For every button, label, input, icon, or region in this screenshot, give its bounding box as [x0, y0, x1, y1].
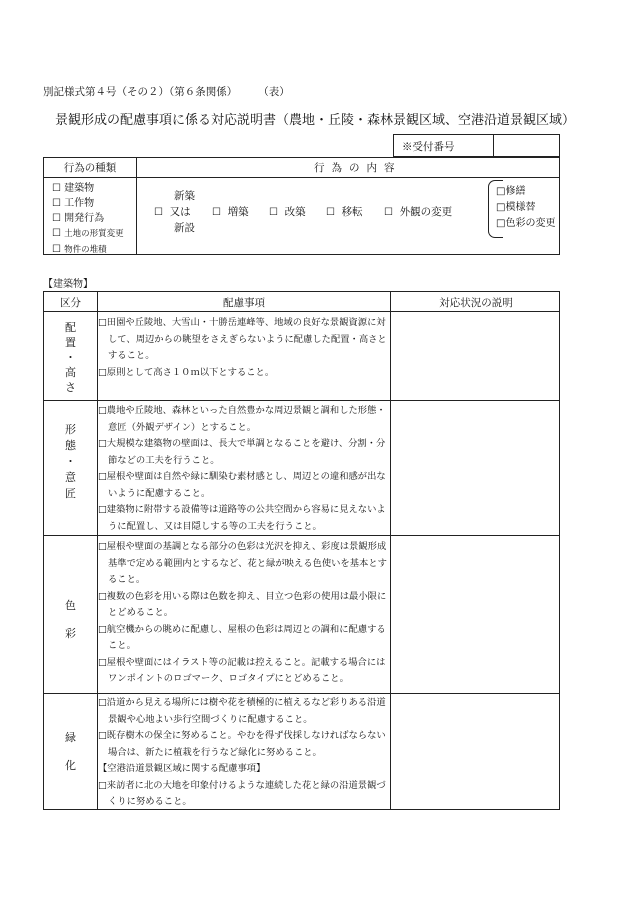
act-table-divider	[136, 158, 137, 254]
header-consideration: 配慮事項	[223, 297, 265, 309]
bracket-option-remodel[interactable]: □模様替	[496, 202, 536, 213]
consideration-item[interactable]: □航空機からの眺めに配慮し、屋根の色彩は周辺との調和に配慮すること。	[98, 623, 386, 651]
header-category: 区分	[60, 297, 81, 309]
act-kind-item[interactable]: ☐ 物件の堆積	[52, 244, 107, 255]
act-new-label-bottom: 新設	[174, 222, 195, 234]
form-number: 別記様式第４号（その２）（第６条関係） （表）	[43, 86, 290, 98]
act-kind-item[interactable]: ☐ 工作物	[52, 198, 95, 209]
act-kind-item[interactable]: ☐ 建築物	[52, 183, 95, 194]
category-greenery: 緑 化	[65, 731, 76, 772]
receipt-number-box	[393, 134, 560, 157]
consideration-item[interactable]: □原則として高さ１０ｍ以下とすること。	[98, 366, 275, 378]
checkbox-icon[interactable]: ☐	[384, 207, 393, 218]
act-option-extension[interactable]: ☐ 増築	[212, 206, 249, 218]
act-kind-item[interactable]: ☐ 開発行為	[52, 213, 105, 224]
act-option-relocate[interactable]: ☐ 移転	[326, 206, 363, 218]
consideration-item[interactable]: □田園や丘陵地、大雪山・十勝岳連峰等、地域の良好な景観資源に対して、周辺からの眺望をさえぎらないように配慮した配置・高さとすること。	[98, 317, 387, 361]
act-table	[43, 157, 560, 255]
act-new-label-top: 新築	[174, 190, 195, 202]
checkbox-icon[interactable]: ☐	[52, 198, 61, 209]
response-field[interactable]	[391, 694, 561, 811]
checkbox-icon[interactable]: ☐	[52, 228, 61, 239]
response-field[interactable]	[391, 536, 561, 693]
items-placement-height	[98, 315, 390, 381]
airport-road-subheading: 【空港沿道景観区域に関する配慮事項】	[98, 763, 266, 774]
consideration-item[interactable]: □大規模な建築物の壁面は、長大で単調となることを避け、分割・分節などの工夫を行うこと。	[98, 438, 386, 466]
section-label: 【建築物】	[43, 279, 93, 290]
receipt-number-label: ※受付番号	[394, 135, 494, 156]
bracket-option-color-change[interactable]: □色彩の変更	[496, 218, 556, 229]
consideration-item[interactable]: □屋根や壁面にはイラスト等の記載は控えること。記載する場合にはワンポイントのロゴマーク、ロゴタイプにとどめること。	[98, 656, 386, 684]
considerations-table	[43, 291, 560, 810]
checkbox-icon[interactable]: ☐	[52, 183, 61, 194]
items-greenery	[98, 695, 390, 811]
receipt-number-field[interactable]	[494, 135, 559, 156]
checkbox-icon[interactable]: ☐	[326, 207, 335, 218]
bracket-option-repair[interactable]: □修繕	[496, 186, 526, 197]
category-placement-height: 配 置 ・ 高 さ	[65, 321, 76, 394]
consideration-item[interactable]: □建築物に附帯する設備等は道路等の公共空間から容易に見えないように配置し、又は目隠しする等の工夫を行うこと。	[98, 504, 386, 532]
category-color: 色 彩	[65, 599, 76, 640]
checkbox-icon[interactable]: ☐	[52, 244, 61, 255]
consideration-item[interactable]: □屋根や壁面の基調となる部分の色彩は光沢を抑え、彩度は景観形成基準で定める範囲内とするなど、花と緑が映える色使いを基本とすること。	[98, 541, 387, 585]
checkbox-icon[interactable]: ☐	[154, 207, 163, 218]
items-color	[98, 539, 390, 688]
document-title: 景観形成の配慮事項に係る対応説明書（農地・丘陵・森林景観区域、空港沿道景観区域）	[55, 113, 576, 128]
act-option-new[interactable]: ☐ 又は	[154, 206, 191, 218]
checkbox-icon[interactable]: ☐	[269, 207, 278, 218]
act-kind-item[interactable]: ☐ 土地の形質変更	[52, 228, 124, 239]
consideration-item[interactable]: □農地や丘陵地、森林といった自然豊かな周辺景観と調和した形態・意匠（外観デザイン）とすること。	[98, 405, 386, 433]
items-form-design	[98, 403, 390, 535]
consideration-item[interactable]: □沿道から見える場所には樹や花を積極的に植えるなど彩りある沿道景観や心地よい歩行空間づくりに配慮すること。	[98, 697, 386, 725]
category-form-design: 形 態 ・ 意 匠	[65, 423, 76, 500]
act-content-header: 行為の内容	[314, 162, 402, 174]
consideration-item[interactable]: □屋根や壁面は自然や緑に馴染む素材感とし、周辺との違和感が出ないように配慮すること。	[98, 471, 386, 499]
act-option-exterior-change[interactable]: ☐ 外観の変更	[384, 206, 453, 218]
act-kind-list	[52, 181, 124, 258]
consideration-item[interactable]: □複数の色彩を用いる際は色数を抑え、目立つ色彩の使用は最小限にとどめること。	[98, 590, 387, 618]
header-response: 対応状況の説明	[439, 297, 513, 309]
checkbox-icon[interactable]: ☐	[212, 207, 221, 218]
act-kind-header: 行為の種類	[63, 162, 117, 174]
bracket-options	[496, 184, 555, 232]
consideration-item[interactable]: □来訪者に北の大地を印象付けるような連続した花と緑の沿道景観づくりに努めること。	[98, 779, 386, 807]
response-field[interactable]	[391, 312, 561, 400]
checkbox-icon[interactable]: ☐	[52, 213, 61, 224]
consideration-item[interactable]: □既存樹木の保全に努めること。やむを得ず伐採しなければならない場合は、新たに植栽を行うなど緑化に努めること。	[98, 730, 386, 758]
response-field[interactable]	[391, 401, 561, 535]
act-option-rebuild[interactable]: ☐ 改築	[269, 206, 306, 218]
